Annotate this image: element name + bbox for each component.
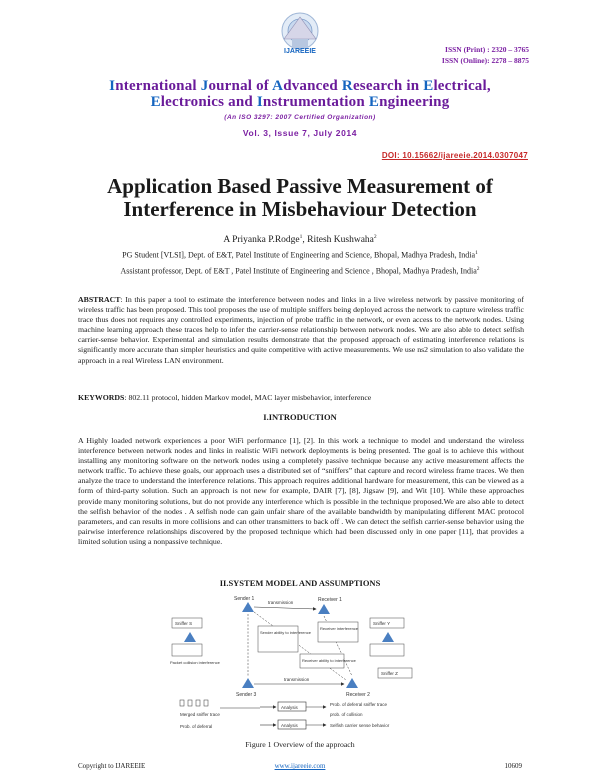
doi-link[interactable]: DOI: 10.15662/ijareeie.2014.0307047 <box>381 151 528 160</box>
label-transmission-bottom: transmission <box>284 677 310 682</box>
pipeline-legend <box>180 700 390 729</box>
section-heading-system-model: II.SYSTEM MODEL AND ASSUMPTIONS <box>219 578 381 588</box>
introduction-text: A Highly loaded network experiences a poor WiFi performance [1], [2]. In this work a technique to model and understand the wireless interference between network nodes and links in realistic WiFi network deployments is being presented. The goal is to achieve this without installing any monitoring software on the network nodes using a completely passive technique because any active measurement affects the network traffic. To achieve these goals, our approach uses a distributed set of “sniffers” that capture and record wireless frame traces. We then analyze the trace to understand the interference relations. This approach requires additional hardware for measurement, this can be viewed as a form of third-party solution. Such an approach is not new for example, DAIR [7], [8], Jigsaw [9], and Wit [10]. While these approaches provide many monitoring solutions, but do not provide any interference which is possible in the technique proposed.We are also able to detect the selfish behavior of the nodes . A selfish node can gain unfair share of the available bandwidth by manipulating different MAC protocol parameters, and can results in more collisions and can other transmitters to back off . We can detect the selfish carrier-sense behavior using the pairwise interference relationships discovered by the proposed technique which had been discussed only in one paper [11], that provides a limited solution using a nonpassive technique. <box>78 436 524 546</box>
affiliation-2 <box>0 266 600 276</box>
label-analysis-2: Analysis <box>281 723 298 728</box>
journal-word: Journal <box>200 78 253 94</box>
keywords-label: KEYWORDS <box>78 393 125 402</box>
paper-title-line1: Application Based Passive Measurement of <box>107 174 493 198</box>
label-sniffer-y: Sniffer Y <box>373 621 391 626</box>
logo-text: IJAREEIE <box>284 48 316 55</box>
author-1: A Priyanka P.Rodge <box>223 235 300 246</box>
footer-copyright: Copyright to IJAREEIE <box>78 762 146 770</box>
label-analysis: Analysis <box>281 705 298 710</box>
label-receiver-ability: Receiver ability to interference <box>302 658 356 663</box>
label-collision-interference: Packet collision interference <box>170 660 220 665</box>
keywords-text: : 802.11 protocol, hidden Markov model, MAC layer misbehavior, interference <box>124 393 372 402</box>
figure-overview-diagram <box>150 592 460 742</box>
author-2-sup: 2 <box>373 234 377 240</box>
node-sniffer-z <box>378 668 412 678</box>
label-receiver-2: Receiver 2 <box>346 692 370 698</box>
affiliation-2-text: Assistant professor, Dept. of E&T , Patel Institute of Engineering and Science , Bhopal, Madhya Pradesh, India <box>120 266 477 276</box>
journal-word: Instrumentation <box>256 94 365 110</box>
journal-word: Electrical, <box>423 78 491 94</box>
journal-word: and <box>228 94 253 110</box>
section-heading-introduction: I.INTRODUCTION <box>263 412 337 422</box>
label-receiver-1: Receiver 1 <box>318 597 342 603</box>
journal-name-line2 <box>0 94 600 111</box>
affiliation-1-sup: 1 <box>475 250 478 256</box>
paper-title-line2: Interference in Misbehaviour Detection <box>123 197 477 221</box>
journal-word: of <box>256 78 270 94</box>
keywords <box>78 393 524 403</box>
label-receiver-interference: Receiver interference <box>320 626 359 631</box>
affiliation-1-text: PG Student [VLSI], Dept. of E&T, Patel Institute of Engineering and Science, Bhopal, Madhya Pradesh, India <box>122 250 476 260</box>
affiliation-1 <box>0 250 600 260</box>
legend-merged-trace: Merged sniffer trace <box>180 712 220 717</box>
label-transmission-top: transmission <box>268 600 294 605</box>
volume-issue: Vol. 3, Issue 7, July 2014 <box>242 128 358 138</box>
journal-word: Advanced <box>272 78 338 94</box>
journal-word: in <box>406 78 420 94</box>
abstract-text: : In this paper a tool to estimate the interference between nodes and links in a live wireless network by passive monitoring of wireless traffic has been proposed. This tool proposes the use of multiple sniffers being deployed across the network to capture wireless traffic trace thus does not requires any controlled experiments, injection of probe traffic in the network, or even access to the network nodes. Using machine learning approach these traces help to infer the carrier-sense relationship between network nodes. We are also able to detect selfish carrier-sense behavior. Experimental and simulation results demonstrate that the proposed approach of estimating interference relations is significantly more accurate than simpler heuristics and quite competitive with active measurements. We use ns2 simulation to also validate the approach in a real Wireless LAN environment. <box>78 295 524 365</box>
node-receiver-2 <box>346 678 370 698</box>
abstract-label: ABSTRACT <box>78 295 121 304</box>
journal-name-line1 <box>0 78 600 95</box>
journal-word: Electronics <box>150 94 225 110</box>
issn-print: ISSN (Print) : 2320 – 3765 <box>445 45 529 54</box>
label-sender-ability: Sender ability to interference <box>260 630 311 635</box>
node-receiver-1 <box>318 597 342 614</box>
authors <box>0 234 600 245</box>
legend-sniffer-trace: Prob. of deferral sniffer trace <box>330 702 387 707</box>
abstract <box>78 295 524 366</box>
legend-collision: prob. of collision <box>330 712 363 717</box>
box-receiver-interference <box>318 622 358 642</box>
logo-emblem <box>282 13 318 49</box>
node-sniffer-y <box>370 618 404 656</box>
footer-url-link[interactable]: www.ijareeie.com <box>274 762 326 770</box>
footer-page-number: 10609 <box>504 762 522 770</box>
affiliation-2-sup: 2 <box>476 266 480 272</box>
label-sniffer-z: Sniffer Z <box>381 671 398 676</box>
label-sender-1: Sender 1 <box>234 596 255 602</box>
label-sniffer-s: Sniffer S <box>175 621 193 626</box>
node-sniffer-s <box>172 618 202 656</box>
node-sender-1 <box>234 596 255 612</box>
node-sender-3 <box>236 678 257 698</box>
legend-selfish: Selfish carrier sense behavior <box>330 723 390 728</box>
journal-logo <box>262 9 338 63</box>
legend-deferral: Prob. of deferral <box>180 724 213 729</box>
issn-online: ISSN (Online): 2278 – 8875 <box>441 56 529 65</box>
author-2: , Ritesh Kushwaha <box>302 235 374 246</box>
label-sender-3: Sender 3 <box>236 692 257 698</box>
figure-caption: Figure 1 Overview of the approach <box>245 740 355 749</box>
author-1-sup: 1 <box>299 234 303 240</box>
journal-word: International <box>109 78 197 94</box>
iso-certification: (An ISO 3297: 2007 Certified Organization) <box>224 114 376 121</box>
journal-word: Engineering <box>368 94 450 110</box>
journal-word: Research <box>341 78 403 94</box>
edge-transmission-top <box>254 607 316 609</box>
